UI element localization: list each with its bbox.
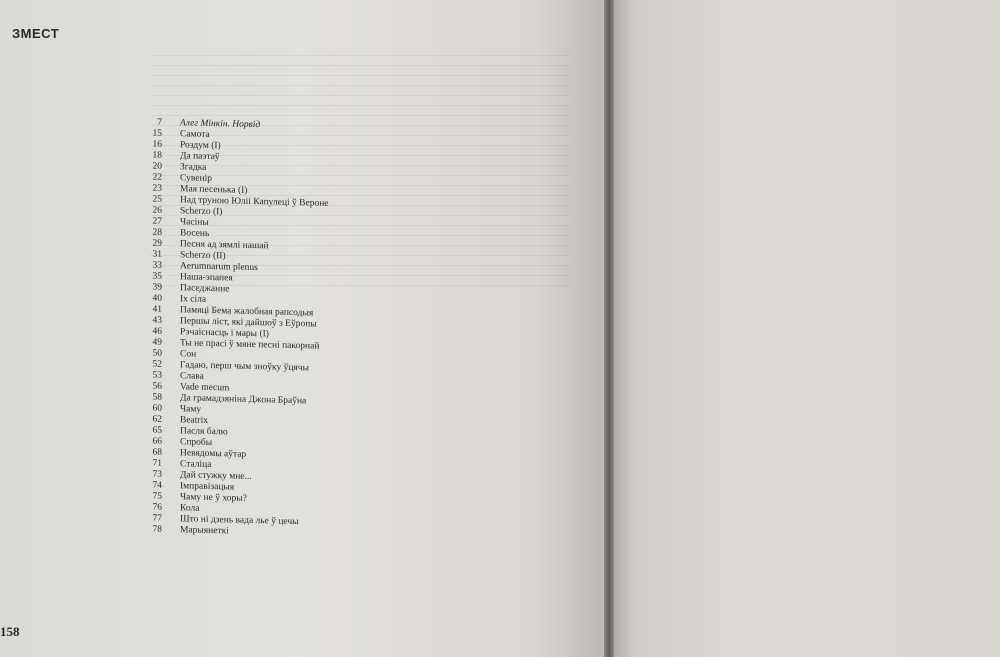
toc-page-number: 15	[152, 128, 162, 139]
toc-title: Да паэтаў	[180, 151, 220, 163]
toc-title: Сувенір	[180, 173, 212, 185]
toc-page-number: 75	[152, 491, 162, 502]
toc-title: Beatrix	[180, 415, 208, 426]
toc-title: Імправізацыя	[180, 481, 235, 493]
toc-title: Невядомы аўтар	[180, 448, 247, 460]
toc-title: Наша-эпапея	[180, 272, 233, 284]
toc-page-number: 7	[157, 117, 162, 128]
toc-title: Алег Мінкін. Норвід	[180, 118, 261, 131]
toc-page-number: 68	[152, 447, 162, 458]
toc-title: Ты не прасі ў мяне песні пакорнай	[180, 338, 320, 352]
toc-title: Да грамадзяніна Джона Браўна	[180, 393, 307, 407]
toc-list-left	[130, 117, 450, 543]
toc-page-number: 53	[152, 370, 162, 381]
toc-page-number: 20	[152, 161, 162, 172]
toc-page-number: 25	[152, 194, 162, 205]
toc-page-number: 28	[152, 227, 162, 238]
toc-title: Гадаю, перш чым зноўку ўцячы	[180, 360, 309, 374]
right-page	[611, 0, 1000, 657]
toc-title: Scherzo (I)	[180, 206, 223, 218]
page-number: 158	[0, 624, 20, 639]
toc-page-number: 60	[152, 403, 162, 414]
toc-page-number: 78	[152, 524, 162, 535]
toc-page-number: 74	[152, 480, 162, 491]
running-head: ЗМЕСТ	[12, 26, 60, 41]
toc-page-number: 23	[152, 183, 162, 194]
toc-page-number: 50	[152, 348, 162, 359]
toc-title: Vade mecum	[180, 382, 230, 394]
toc-page-number: 65	[152, 425, 162, 436]
toc-page-number: 39	[152, 282, 162, 293]
toc-page-number: 41	[152, 304, 162, 315]
toc-title: Сталіца	[180, 459, 212, 470]
toc-title: Слава	[180, 371, 204, 382]
toc-page-number: 43	[152, 315, 162, 326]
toc-title: Рэчаіснасць і мары (І)	[180, 327, 269, 340]
toc-title: Над труною Юліі Капулеці ў Вероне	[180, 195, 329, 209]
toc-page-number: 56	[152, 381, 162, 392]
toc-page-number: 18	[152, 150, 162, 161]
toc-title: Што ні дзень вада лье ў цечы	[180, 514, 299, 528]
toc-title: Марыянеткі	[180, 525, 229, 537]
toc-title: Пасля балю	[180, 426, 228, 438]
toc-page-number: 22	[152, 172, 162, 183]
toc-title: Дай стужку мне...	[180, 470, 252, 482]
toc-page-number: 73	[152, 469, 162, 480]
toc-title: Scherzo (II)	[180, 250, 226, 262]
toc-page-number: 40	[152, 293, 162, 304]
toc-page-number: 66	[152, 436, 162, 447]
toc-page-number: 33	[152, 260, 162, 271]
toc-title: Роздум (І)	[180, 140, 221, 152]
toc-title: Памяці Бема жалобная рапсодыя	[180, 305, 314, 319]
toc-title: Чаму	[180, 404, 202, 415]
toc-title: Самота	[180, 129, 210, 140]
toc-title: Песня ад зямлі нашай	[180, 239, 269, 252]
toc-title: Згадка	[180, 162, 207, 173]
toc-page-number: 29	[152, 238, 162, 249]
toc-title: Чаму не ў хоры?	[180, 492, 247, 504]
book-gutter	[604, 0, 614, 657]
toc-title: Восень	[180, 228, 210, 239]
toc-page-number: 46	[152, 326, 162, 337]
toc-page-number: 27	[152, 216, 162, 227]
toc-page-number: 49	[152, 337, 162, 348]
toc-title: Мая песенька (І)	[180, 184, 248, 196]
toc-page-number: 35	[152, 271, 162, 282]
toc-page-number: 31	[152, 249, 162, 260]
toc-title: Кола	[180, 503, 200, 514]
toc-page-number: 76	[152, 502, 162, 513]
toc-title: Спробы	[180, 437, 213, 449]
toc-title: Паседжанне	[180, 283, 230, 295]
toc-title: Часіны	[180, 217, 209, 228]
toc-page-number: 77	[152, 513, 162, 524]
toc-title: Іх сіла	[180, 294, 207, 305]
toc-page-number: 26	[152, 205, 162, 216]
toc-title: Сон	[180, 349, 197, 360]
toc-page-number: 52	[152, 359, 162, 370]
toc-page-number: 58	[152, 392, 162, 403]
toc-title: Першы ліст, які дайшоў з Еўропы	[180, 316, 317, 330]
toc-page-number: 16	[152, 139, 162, 150]
toc-page-number: 71	[152, 458, 162, 469]
toc-title: Aerumnarum plenus	[180, 261, 258, 274]
toc-page-number: 62	[152, 414, 162, 425]
